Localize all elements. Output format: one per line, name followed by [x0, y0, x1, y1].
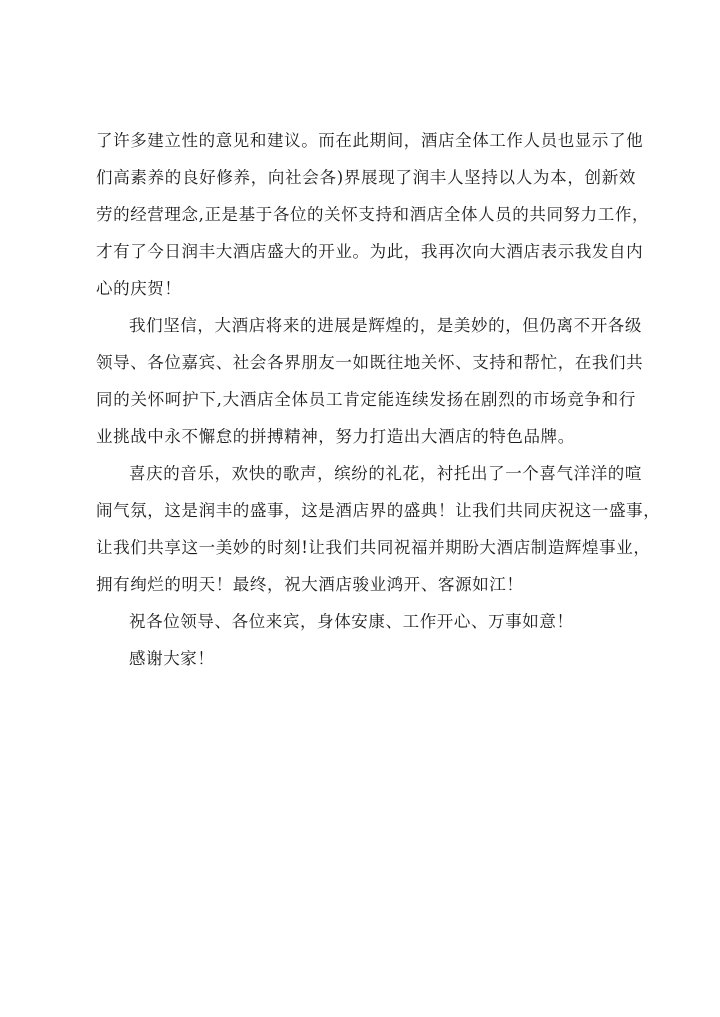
text-line: 心的庆贺！ [96, 279, 182, 298]
text-line: 们高素养的良好修养，向社会各)界展现了润丰人坚持以人为本，创新效 [96, 168, 636, 187]
text-line: 领导、各位嘉宾、社会各界朋友一如既往地关怀、支持和帮忙，在我们共 [96, 353, 644, 372]
text-line: 同的关怀呵护下,大酒店全体员工肯定能连续发扬在剧烈的市场竞争和行 [96, 390, 636, 409]
text-line: 祝各位领导、各位来宾，身体安康、工作开心、万事如意！ [129, 612, 574, 631]
text-line: 业挑战中永不懈怠的拼搏精神，努力打造出大酒店的特色品牌。 [96, 427, 575, 446]
paragraph-1 [96, 122, 650, 307]
text-line: 才有了今日润丰大酒店盛大的开业。为此，我再次向大酒店表示我发自内 [96, 242, 644, 261]
text-line: 了许多建立性的意见和建议。而在此期间，酒店全体工作人员也显示了他 [96, 131, 644, 150]
paragraph-2 [96, 307, 644, 455]
paragraph-3 [96, 455, 661, 603]
text-line: 我们坚信，大酒店将来的进展是辉煌的，是美妙的，但仍离不开各级 [129, 316, 642, 335]
text-line: 闹气氛，这是润丰的盛事，这是酒店界的盛典！让我们共同庆祝这一盛事， [96, 501, 661, 520]
paragraph-5 [96, 640, 636, 677]
text-line: 拥有绚烂的明天！最终，祝大酒店骏业鸿开、客源如江！ [96, 575, 524, 594]
paragraph-4 [96, 603, 636, 640]
document-body [96, 122, 661, 677]
text-line: 感谢大家！ [129, 649, 215, 668]
text-line: 劳的经营理念,正是基于各位的关怀支持和酒店全体人员的共同努力工作， [96, 205, 650, 224]
text-line: 喜庆的音乐，欢快的歌声，缤纷的礼花，衬托出了一个喜气洋洋的喧 [129, 464, 642, 483]
text-line: 让我们共享这一美妙的时刻!让我们共同祝福并期盼大酒店制造辉煌事业， [96, 538, 651, 557]
